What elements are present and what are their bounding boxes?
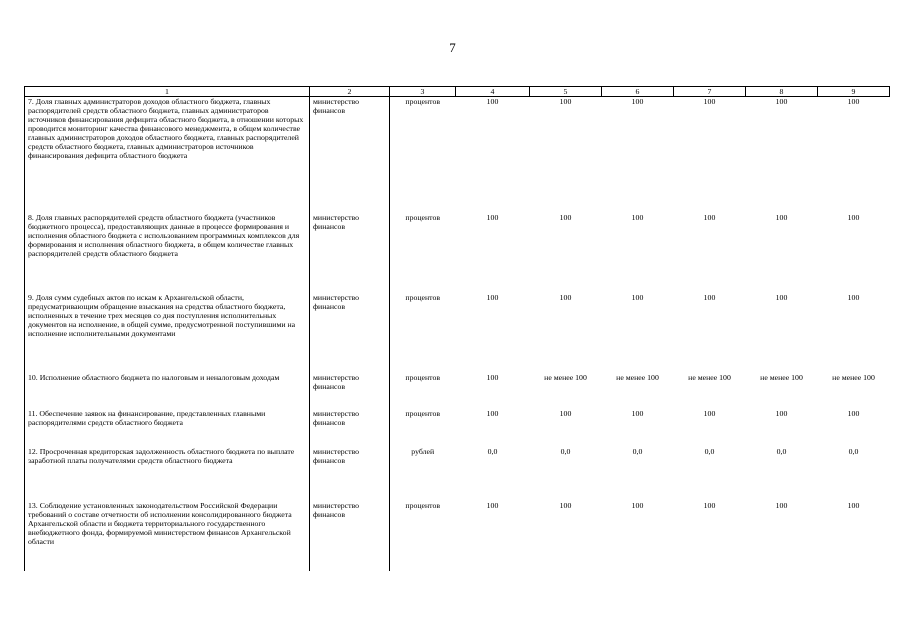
header-cell: 1 bbox=[25, 87, 310, 97]
header-cell: 9 bbox=[818, 87, 890, 97]
value-cell: 100 bbox=[703, 212, 716, 222]
value-cell: 100 bbox=[559, 408, 572, 418]
table-row bbox=[25, 213, 890, 293]
indicator-cell: 13. Соблюдение установленных законодательством Российской Федерации требований о составе отчетности об исполнении консолидированного бюджета Архангельской области и бюджета территориального государственного внебюджетного фонда, формируемой министерством финансов Архангельской области bbox=[25, 501, 310, 571]
indicator-cell: 7. Доля главных администраторов доходов областного бюджета, главных распорядителей средств областного бюджета, главных администраторов источников финансирования дефицита областного бюджета, в отношении которых проводится мониторинг качества финансового менеджмента, в общем количестве главных администраторов доходов областного бюджета, главных распорядителей средств областного бюджета, главных администраторов источников финансирования дефицита областного бюджета bbox=[25, 97, 310, 213]
header-cell: 6 bbox=[602, 87, 674, 97]
value-cell: 100 bbox=[847, 212, 860, 222]
header-cell: 3 bbox=[390, 87, 456, 97]
indicator-cell: 10. Исполнение областного бюджета по налоговым и неналоговым доходам bbox=[25, 373, 310, 409]
value-cell: 100 bbox=[775, 292, 788, 302]
value-cell: 100 bbox=[775, 408, 788, 418]
table-header-row bbox=[25, 87, 890, 97]
value-cell: 100 bbox=[775, 212, 788, 222]
responsible-cell: министерство финансов bbox=[310, 447, 390, 501]
value-cell: 100 bbox=[631, 292, 644, 302]
table-row bbox=[25, 373, 890, 409]
value-cell: 100 bbox=[559, 292, 572, 302]
value-cell: 100 bbox=[486, 408, 499, 418]
value-cell: не менее 100 bbox=[760, 372, 803, 382]
value-cell: 100 bbox=[486, 292, 499, 302]
value-cell: 0,0 bbox=[704, 446, 715, 456]
table-row bbox=[25, 447, 890, 501]
value-cell: 100 bbox=[703, 408, 716, 418]
responsible-cell: министерство финансов bbox=[310, 409, 390, 447]
unit-cell: процентов bbox=[405, 212, 441, 222]
value-cell: не менее 100 bbox=[688, 372, 731, 382]
value-cell: 100 bbox=[775, 500, 788, 510]
value-cell: 100 bbox=[847, 292, 860, 302]
responsible-cell: министерство финансов bbox=[310, 373, 390, 409]
value-cell: 100 bbox=[486, 212, 499, 222]
value-cell: не менее 100 bbox=[832, 372, 875, 382]
table-row bbox=[25, 97, 890, 213]
responsible-cell: министерство финансов bbox=[310, 97, 390, 213]
value-cell: 100 bbox=[486, 500, 499, 510]
value-cell: 100 bbox=[703, 500, 716, 510]
value-cell: 100 bbox=[559, 97, 572, 106]
value-cell: 100 bbox=[847, 97, 860, 106]
value-cell: 100 bbox=[703, 292, 716, 302]
value-cell: 0,0 bbox=[487, 446, 498, 456]
table-row bbox=[25, 409, 890, 447]
indicator-cell: 12. Просроченная кредиторская задолженность областного бюджета по выплате заработной платы получателями средств областного бюджета bbox=[25, 447, 310, 501]
value-cell: 100 bbox=[631, 212, 644, 222]
value-cell: 0,0 bbox=[848, 446, 859, 456]
unit-cell: процентов bbox=[405, 408, 441, 418]
value-cell: не менее 100 bbox=[544, 372, 587, 382]
indicator-cell: 8. Доля главных распорядителей средств областного бюджета (участников бюджетного процесса), предоставляющих данные в процессе формирования и исполнения областного бюджета с использованием программных комплексов для формирования и исполнения областного бюджета, в общем количестве главных распорядителей средств областного бюджета bbox=[25, 213, 310, 293]
value-cell: 100 bbox=[631, 97, 644, 106]
value-cell: 100 bbox=[559, 500, 572, 510]
value-cell: 100 bbox=[775, 97, 788, 106]
value-cell: 0,0 bbox=[560, 446, 571, 456]
value-cell: 100 bbox=[486, 97, 499, 106]
value-cell: 100 bbox=[631, 408, 644, 418]
table-row bbox=[25, 501, 890, 571]
header-cell: 2 bbox=[310, 87, 390, 97]
value-cell: 100 bbox=[486, 372, 499, 382]
value-cell: 100 bbox=[631, 500, 644, 510]
unit-cell: процентов bbox=[405, 372, 441, 382]
unit-cell: процентов bbox=[405, 97, 441, 106]
value-cell: 100 bbox=[559, 212, 572, 222]
unit-cell: рублей bbox=[411, 446, 435, 456]
indicator-cell: 9. Доля сумм судебных актов по искам к Архангельской области, предусматривающим обращение взыскания на средства областного бюджета, исполненных в течение трех месяцев со дня поступления исполнительных документов на исполнение, в общей сумме, предусмотренной поступившими на исполнение исполнительными документами bbox=[25, 293, 310, 373]
responsible-cell: министерство финансов bbox=[310, 213, 390, 293]
value-cell: 100 bbox=[847, 408, 860, 418]
indicators-table bbox=[24, 86, 890, 571]
table-row bbox=[25, 293, 890, 373]
header-cell: 5 bbox=[530, 87, 602, 97]
value-cell: 100 bbox=[703, 97, 716, 106]
responsible-cell: министерство финансов bbox=[310, 501, 390, 571]
indicator-cell: 11. Обеспечение заявок на финансирование, представленных главными распорядителями средств областного бюджета bbox=[25, 409, 310, 447]
value-cell: 0,0 bbox=[632, 446, 643, 456]
header-cell: 8 bbox=[746, 87, 818, 97]
responsible-cell: министерство финансов bbox=[310, 293, 390, 373]
header-cell: 7 bbox=[674, 87, 746, 97]
header-cell: 4 bbox=[456, 87, 530, 97]
unit-cell: процентов bbox=[405, 292, 441, 302]
page-number: 7 bbox=[449, 40, 456, 55]
unit-cell: процентов bbox=[405, 500, 441, 510]
value-cell: не менее 100 bbox=[616, 372, 659, 382]
value-cell: 100 bbox=[847, 500, 860, 510]
value-cell: 0,0 bbox=[776, 446, 787, 456]
